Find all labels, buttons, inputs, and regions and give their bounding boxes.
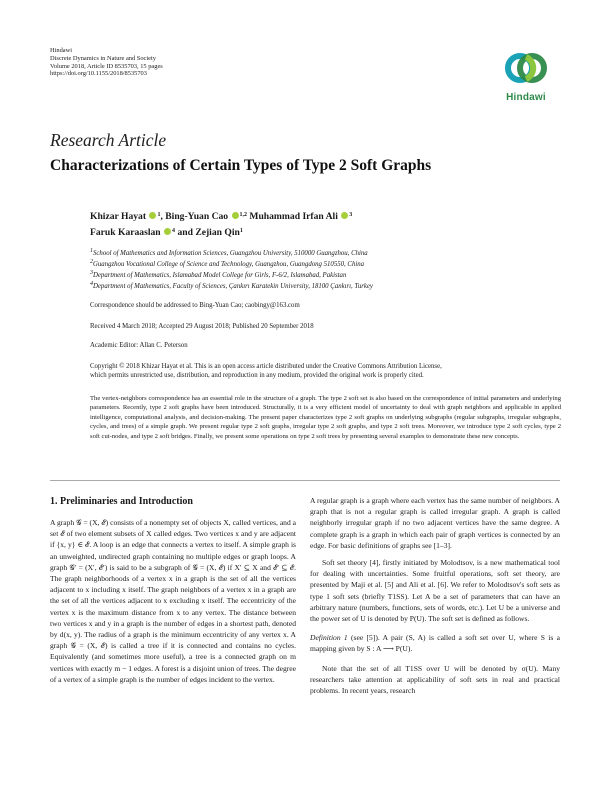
body-paragraph: Soft set theory [4], firstly initiated by Molodtsov, is a new mathematical tool for dealing with uncertainties. Some fruitful operations, soft set theory, are presented by Maji et al. [5] and Ali et al. [6]. We refer to Molodtsov's soft sets as type 1 soft sets (briefly T1SS). Let A be a set of parameters that can have an arbitrary nature (numbers, functions, sets of words, etc.). Let U be a universe and the power set of U is denoted by P(U). The soft set is defined as follows.	[310, 558, 560, 624]
copyright-notice	[90, 362, 560, 380]
orcid-icon[interactable]	[232, 212, 239, 219]
hindawi-logo	[496, 44, 556, 110]
affiliation-item	[90, 281, 560, 292]
author-name[interactable]: Zejian Qin	[195, 227, 240, 238]
author-name[interactable]: Bing-Yuan Cao	[165, 211, 229, 222]
orcid-icon[interactable]	[149, 212, 156, 219]
and-word: and	[177, 227, 193, 238]
author-name[interactable]: Faruk Karaaslan	[90, 227, 161, 238]
body-paragraph: A regular graph is a graph where each vertex has the same number of neighbors. A graph that is not a regular graph is called irregular graph. A graph is called neighborly irregular graph if no two adjacent vertices have the same degree. A complete graph is a graph in which each pair of graph vertices is connected by an edge. For basic definitions of graphs see [1–3].	[310, 496, 560, 550]
author-list	[90, 209, 560, 241]
author-affil-sup: 1	[157, 212, 161, 218]
affiliation-sup: 1	[90, 248, 93, 254]
affiliation-text: Guangzhou Vocational College of Science and Technology, Guangzhou, Guangdong 510550, China	[93, 261, 365, 268]
author-line-2	[90, 225, 560, 241]
paper-title: Characterizations of Certain Types of Type 2 Soft Graphs	[50, 157, 432, 174]
affiliation-text: School of Mathematics and Information Sciences, Guangzhou University, 510000 Guangzhou, China	[93, 250, 368, 257]
section-heading: 1. Preliminaries and Introduction	[50, 496, 193, 507]
copyright-line-2: which permits unrestricted use, distribution, and reproduction in any medium, provided the original work is properly cited.	[90, 372, 424, 379]
hindawi-logo-icon	[496, 44, 556, 90]
author-affil-sup: 4	[172, 228, 176, 234]
body-paragraph: A graph 𝒢 = (X, ℰ) consists of a nonempty set of objects X, called vertices, and a set ℰ of two element subsets of X called edges. Two vertices x and y are adjacent if {x, y} ∈ ℰ. A loop is an edge that connects a vertex to itself. A simple graph is an unweighted, undirected graph containing no multiple edges or graph loops. A graph 𝒢′ = (X′, ℰ′) is said to be a subgraph of 𝒢 = (X, ℰ) if X′ ⊆ X and ℰ′ ⊆ ℰ. The graph neighborhoods of a vertex x in a graph is the set of all the vertices adjacent to x including x itself. The graph neighbors of a vertex x in a graph are the set of all the vertices adjacent to x excluding x itself. The eccentricity of the vertex x is the maximum distance from x to any vertex. The distance between two vertices x and y in a graph is the number of edges in a shortest path, denoted by d(x, y). The radius of a graph is the minimum eccentricity of any vertex x. A graph 𝒢 = (X, ℰ) is called a tree if it is connected and contains no cycles. Equivalently (and sometimes more useful), a tree is a connected graph on m vertices with exactly m − 1 edges. A forest is a disjoint union of trees. The degree of a vertex of a simple graph is the number of edges incident to the vertex.	[50, 518, 296, 684]
dates-line: Received 4 March 2018; Accepted 29 August 2018; Published 20 September 2018	[90, 323, 314, 330]
body-paragraph: Note that the set of all T1SS over U will be denoted by σ(U). Many researchers take attention at applicability of soft sets in real and practical problems. In recent years, research	[310, 663, 560, 696]
article-type: Research Article	[50, 130, 167, 150]
author-affil-sup: 1	[239, 228, 243, 234]
definition-text: (see [5]). A pair (S, A) is called a soft set over U, where S is a mapping given by S : A ⟶ P(U).	[310, 633, 560, 654]
definition-block	[310, 632, 560, 654]
orcid-icon[interactable]	[341, 212, 348, 219]
author-affil-sup: 3	[349, 212, 353, 218]
section-divider	[50, 480, 560, 481]
abstract: The vertex-neighbors correspondence has an essential role in the structure of a graph. The type 2 soft set is also based on the correspondence of initial parameters and underlying parameters. Recently, type 2 soft graphs have been introduced. Structurally, it is a very efficient model of uncertainty to deal with graph neighbors and applicable in applied intelligence, computational analysis, and decision-making. The present paper characterizes type 2 soft graphs on underlying subgraphs (regular subgraphs, irregular subgraphs, cycles, and trees) of a simple graph. We present regular type 2 soft graphs, irregular type 2 soft graphs, and type 2 soft trees. Moreover, we introduce type 2 soft cycles, type 2 soft cut-nodes, and type 2 soft bridges. Finally, we present some operations on type 2 soft trees by presenting several examples to demonstrate these new concepts.	[90, 395, 561, 440]
affiliations	[90, 248, 560, 292]
academic-editor: Academic Editor: Allan C. Peterson	[90, 342, 188, 349]
affiliation-item	[90, 270, 560, 281]
author-name[interactable]: Khizar Hayat	[90, 211, 147, 222]
journal-name: Discrete Dynamics in Nature and Society	[50, 54, 156, 62]
journal-volume: Volume 2018, Article ID 8535703, 15 pages	[50, 62, 163, 70]
author-name[interactable]: Muhammad Irfan Ali	[249, 211, 338, 222]
author-line-1: Khizar Hayat $^1$, Bing-Yuan Cao $^{1,2}$ Muhammad Irfan Ali $^3$	[90, 211, 353, 222]
affiliation-sup: 3	[90, 270, 93, 276]
affiliation-item	[90, 248, 560, 259]
right-column	[310, 495, 560, 696]
orcid-icon[interactable]	[164, 228, 171, 235]
journal-publisher: Hindawi	[50, 47, 73, 54]
journal-doi-link[interactable]: https://doi.org/10.1155/2018/8535703	[50, 70, 147, 78]
left-column	[50, 517, 296, 685]
journal-info	[50, 47, 163, 78]
hindawi-logo-text: Hindawi	[506, 92, 546, 103]
affiliation-sup: 4	[90, 281, 93, 287]
author-affil-sup: 1,2	[239, 212, 247, 218]
correspondence: Correspondence should be addressed to Bing-Yuan Cao; caobingy@163.com	[90, 302, 300, 309]
affiliation-text: Department of Mathematics, Islamabad Model College for Girls, F-6/2, Islamabad, Pakistan	[93, 272, 347, 279]
affiliation-sup: 2	[90, 259, 93, 265]
copyright-line-1: Copyright © 2018 Khizar Hayat et al. This is an open access article distributed under the Creative Commons Attribution License,	[90, 363, 442, 370]
affiliation-item	[90, 259, 560, 270]
definition-label: Definition 1	[310, 633, 348, 643]
affiliation-text: Department of Mathematics, Faculty of Sciences, Çankırı Karatekin University, 18100 Çankırı, Turkey	[93, 283, 373, 290]
